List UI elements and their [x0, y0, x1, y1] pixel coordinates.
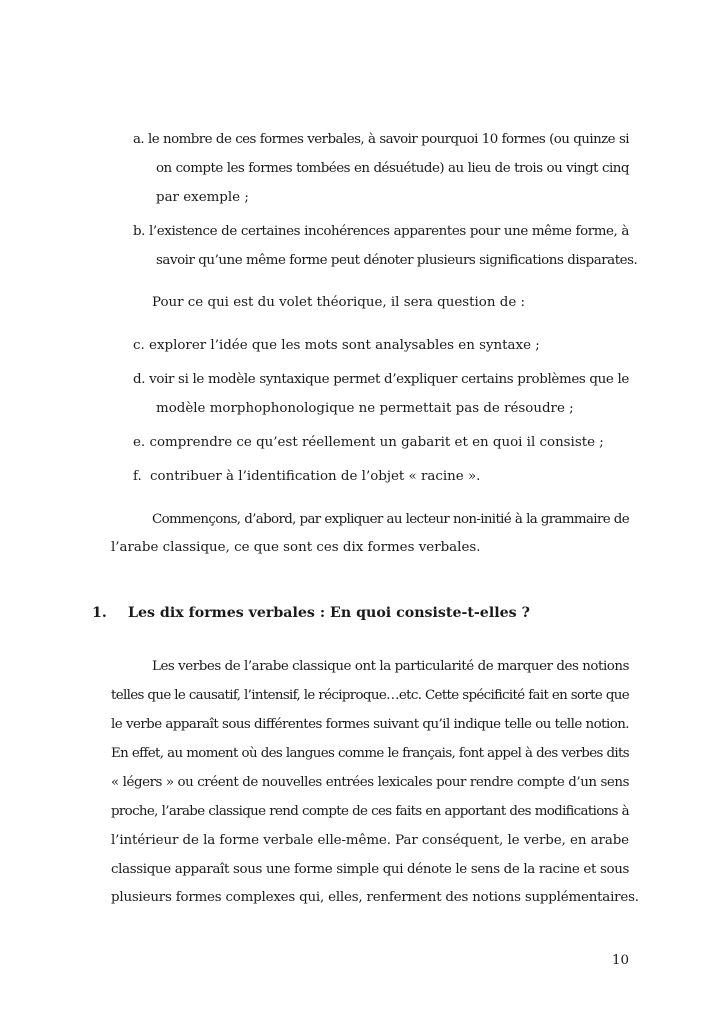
paragraph-commencons-line-2: l’arabe classique, ce que sont ces dix formes verbales.: [111, 540, 481, 555]
list-marker-f: f.: [133, 469, 142, 484]
list-item-a-line-3: par exemple ;: [156, 190, 249, 205]
list-item-a-line-2: on compte les formes tombées en désuétude) au lieu de trois ou vingt cinq: [156, 161, 629, 176]
list-item-f: [133, 468, 480, 486]
list-item-d-line-1: [133, 371, 629, 389]
paragraph-verbes-line-8: classique apparaît sous une forme simple qui dénote le sens de la racine et sous: [111, 862, 629, 877]
paragraph-verbes-line-6: proche, l’arabe classique rend compte de ces faits en apportant des modifications à: [111, 804, 629, 819]
list-item-a-line-1: [133, 131, 629, 149]
paragraph-commencons-line-1: Commençons, d’abord, par expliquer au lecteur non-initié à la grammaire de: [152, 512, 629, 527]
paragraph-verbes-line-9: plusieurs formes complexes qui, elles, renferment des notions supplémentaires.: [111, 890, 639, 905]
list-item-d-text: voir si le modèle syntaxique permet d’expliquer certains problèmes que le: [149, 372, 629, 387]
list-item-a-text: le nombre de ces formes verbales, à savoir pourquoi 10 formes (ou quinze si: [148, 132, 629, 147]
list-marker-d: d.: [133, 372, 146, 387]
list-item-f-text: contribuer à l’identification de l’objet « racine ».: [150, 469, 481, 484]
paragraph-verbes-line-3: le verbe apparaît sous différentes formes suivant qu’il indique telle ou telle notion.: [111, 717, 629, 732]
list-marker-c: c.: [133, 338, 145, 353]
paragraph-verbes-line-7: l’intérieur de la forme verbale elle-même. Par conséquent, le verbe, en arabe: [111, 833, 629, 848]
paragraph-verbes-line-1: Les verbes de l’arabe classique ont la particularité de marquer des notions: [152, 659, 629, 674]
paragraph-verbes-line-5: « légers » ou créent de nouvelles entrées lexicales pour rendre compte d’un sens: [111, 775, 629, 790]
list-marker-b: b.: [133, 224, 146, 239]
section-heading: [92, 604, 530, 622]
list-item-e-text: comprendre ce qu’est réellement un gabarit et en quoi il consiste ;: [149, 435, 604, 450]
list-item-c: [133, 337, 540, 355]
paragraph-verbes-line-2: telles que le causatif, l’intensif, le réciproque…etc. Cette spécificité fait en sorte que: [111, 688, 629, 703]
list-item-e: [133, 434, 604, 452]
list-item-b-line-1: [133, 223, 629, 241]
list-item-b-text: l’existence de certaines incohérences apparentes pour une même forme, à: [149, 224, 629, 239]
list-marker-e: e.: [133, 435, 146, 450]
section-number: 1.: [92, 605, 107, 621]
list-item-c-text: explorer l’idée que les mots sont analysables en syntaxe ;: [149, 338, 540, 353]
list-item-d-line-2: modèle morphophonologique ne permettait pas de résoudre ;: [156, 401, 574, 416]
page-number: 10: [612, 953, 630, 968]
list-marker-a: a.: [133, 132, 145, 147]
paragraph-verbes-line-4: En effet, au moment où des langues comme le français, font appel à des verbes dits: [111, 746, 629, 761]
list-item-b-line-2: savoir qu’une même forme peut dénoter plusieurs significations disparates.: [156, 253, 638, 268]
theory-intro: Pour ce qui est du volet théorique, il sera question de :: [152, 295, 526, 310]
section-title: Les dix formes verbales : En quoi consiste-t-elles ?: [128, 605, 530, 621]
